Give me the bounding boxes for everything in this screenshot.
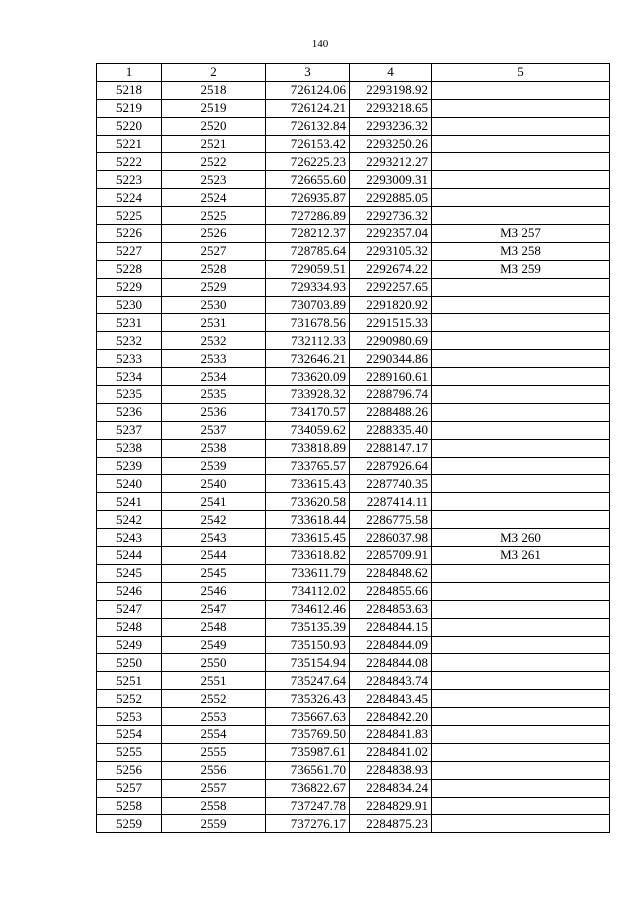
cell-coordinate-y: 2284875.23: [350, 815, 432, 833]
cell-coordinate-x: 733818.89: [266, 439, 350, 457]
cell-coordinate-y: 2290344.86: [350, 350, 432, 368]
cell-coordinate-x: 734059.62: [266, 421, 350, 439]
cell-coordinate-x: 734170.57: [266, 403, 350, 421]
cell-point-id: 5221: [97, 135, 162, 153]
table-row: [97, 672, 610, 690]
cell-point-number: 2534: [162, 368, 266, 386]
table-row: [97, 225, 610, 243]
cell-point-id: 5220: [97, 117, 162, 135]
cell-coordinate-x: 727286.89: [266, 207, 350, 225]
cell-point-id: 5240: [97, 475, 162, 493]
column-header-4: 4: [350, 64, 432, 82]
cell-coordinate-x: 729334.93: [266, 278, 350, 296]
cell-point-id: 5259: [97, 815, 162, 833]
cell-coordinate-y: 2284855.66: [350, 582, 432, 600]
cell-point-number: 2553: [162, 708, 266, 726]
cell-coordinate-x: 733615.45: [266, 529, 350, 547]
cell-point-number: 2522: [162, 153, 266, 171]
cell-note: МЗ 258: [432, 242, 610, 260]
cell-coordinate-x: 731678.56: [266, 314, 350, 332]
table-row: [97, 761, 610, 779]
cell-coordinate-y: 2284838.93: [350, 761, 432, 779]
cell-coordinate-x: 733611.79: [266, 564, 350, 582]
table-row: [97, 457, 610, 475]
cell-point-number: 2530: [162, 296, 266, 314]
cell-note: [432, 81, 610, 99]
cell-point-id: 5218: [97, 81, 162, 99]
cell-point-id: 5226: [97, 225, 162, 243]
table-row: [97, 242, 610, 260]
table-row: [97, 421, 610, 439]
table-row: [97, 493, 610, 511]
cell-coordinate-x: 732646.21: [266, 350, 350, 368]
cell-note: [432, 403, 610, 421]
cell-note: [432, 386, 610, 404]
table-row: [97, 475, 610, 493]
cell-note: [432, 135, 610, 153]
cell-coordinate-x: 733618.44: [266, 511, 350, 529]
cell-point-id: 5253: [97, 708, 162, 726]
cell-coordinate-y: 2293236.32: [350, 117, 432, 135]
table-row: [97, 368, 610, 386]
cell-point-number: 2531: [162, 314, 266, 332]
cell-coordinate-y: 2284834.24: [350, 779, 432, 797]
cell-point-id: 5257: [97, 779, 162, 797]
cell-point-id: 5234: [97, 368, 162, 386]
cell-coordinate-y: 2286775.58: [350, 511, 432, 529]
cell-note: [432, 708, 610, 726]
cell-point-id: 5247: [97, 600, 162, 618]
cell-point-number: 2540: [162, 475, 266, 493]
cell-note: [432, 314, 610, 332]
cell-note: [432, 815, 610, 833]
cell-coordinate-x: 733620.58: [266, 493, 350, 511]
cell-point-number: 2549: [162, 636, 266, 654]
table-row: [97, 117, 610, 135]
cell-coordinate-y: 2293198.92: [350, 81, 432, 99]
cell-note: [432, 797, 610, 815]
table-row: [97, 260, 610, 278]
cell-coordinate-x: 733618.82: [266, 547, 350, 565]
cell-point-number: 2543: [162, 529, 266, 547]
table-row: [97, 439, 610, 457]
cell-coordinate-y: 2293250.26: [350, 135, 432, 153]
table-row: [97, 332, 610, 350]
cell-point-number: 2556: [162, 761, 266, 779]
cell-point-number: 2521: [162, 135, 266, 153]
cell-coordinate-x: 735326.43: [266, 690, 350, 708]
cell-coordinate-x: 732112.33: [266, 332, 350, 350]
cell-coordinate-y: 2292736.32: [350, 207, 432, 225]
cell-point-number: 2547: [162, 600, 266, 618]
cell-point-number: 2544: [162, 547, 266, 565]
cell-point-number: 2532: [162, 332, 266, 350]
cell-point-id: 5250: [97, 654, 162, 672]
cell-point-number: 2548: [162, 618, 266, 636]
cell-note: МЗ 260: [432, 529, 610, 547]
cell-coordinate-y: 2284843.45: [350, 690, 432, 708]
cell-point-id: 5235: [97, 386, 162, 404]
cell-point-id: 5255: [97, 743, 162, 761]
cell-point-id: 5239: [97, 457, 162, 475]
cell-coordinate-y: 2290980.69: [350, 332, 432, 350]
cell-point-id: 5238: [97, 439, 162, 457]
cell-point-id: 5248: [97, 618, 162, 636]
cell-point-id: 5252: [97, 690, 162, 708]
cell-point-number: 2539: [162, 457, 266, 475]
cell-coordinate-x: 735150.93: [266, 636, 350, 654]
cell-coordinate-y: 2284841.83: [350, 725, 432, 743]
cell-point-number: 2533: [162, 350, 266, 368]
table-row: [97, 815, 610, 833]
table-row: [97, 708, 610, 726]
cell-coordinate-y: 2284844.09: [350, 636, 432, 654]
cell-note: [432, 725, 610, 743]
cell-point-number: 2536: [162, 403, 266, 421]
cell-note: МЗ 257: [432, 225, 610, 243]
cell-coordinate-x: 728212.37: [266, 225, 350, 243]
cell-point-number: 2529: [162, 278, 266, 296]
cell-point-id: 5228: [97, 260, 162, 278]
cell-note: [432, 207, 610, 225]
cell-note: [432, 672, 610, 690]
cell-coordinate-x: 737276.17: [266, 815, 350, 833]
cell-coordinate-y: 2292885.05: [350, 189, 432, 207]
cell-note: МЗ 259: [432, 260, 610, 278]
cell-point-number: 2523: [162, 171, 266, 189]
cell-note: [432, 350, 610, 368]
cell-note: [432, 690, 610, 708]
cell-coordinate-y: 2292357.04: [350, 225, 432, 243]
cell-point-number: 2555: [162, 743, 266, 761]
cell-coordinate-y: 2293009.31: [350, 171, 432, 189]
table-row: [97, 403, 610, 421]
cell-point-id: 5224: [97, 189, 162, 207]
cell-coordinate-x: 734612.46: [266, 600, 350, 618]
cell-point-number: 2524: [162, 189, 266, 207]
cell-coordinate-y: 2288796.74: [350, 386, 432, 404]
cell-coordinate-y: 2292674.22: [350, 260, 432, 278]
cell-coordinate-x: 736822.67: [266, 779, 350, 797]
cell-coordinate-y: 2287740.35: [350, 475, 432, 493]
table-row: [97, 207, 610, 225]
cell-point-id: 5232: [97, 332, 162, 350]
cell-point-number: 2527: [162, 242, 266, 260]
table-row: [97, 350, 610, 368]
cell-point-number: 2559: [162, 815, 266, 833]
table-row: [97, 278, 610, 296]
cell-coordinate-x: 734112.02: [266, 582, 350, 600]
cell-coordinate-y: 2287926.64: [350, 457, 432, 475]
table-row: [97, 153, 610, 171]
page-number: 140: [311, 38, 329, 50]
cell-note: [432, 421, 610, 439]
cell-coordinate-y: 2284848.62: [350, 564, 432, 582]
cell-coordinate-y: 2284829.91: [350, 797, 432, 815]
cell-point-id: 5229: [97, 278, 162, 296]
table-row: [97, 189, 610, 207]
cell-note: [432, 743, 610, 761]
table-row: [97, 99, 610, 117]
table-row: [97, 600, 610, 618]
table-row: [97, 618, 610, 636]
cell-coordinate-x: 735135.39: [266, 618, 350, 636]
cell-coordinate-x: 726935.87: [266, 189, 350, 207]
cell-point-number: 2526: [162, 225, 266, 243]
cell-point-id: 5223: [97, 171, 162, 189]
cell-note: [432, 654, 610, 672]
cell-coordinate-x: 733928.32: [266, 386, 350, 404]
table-header-row: [97, 64, 610, 82]
cell-coordinate-x: 729059.51: [266, 260, 350, 278]
cell-note: [432, 600, 610, 618]
cell-coordinate-x: 735667.63: [266, 708, 350, 726]
cell-coordinate-x: 735154.94: [266, 654, 350, 672]
cell-note: [432, 511, 610, 529]
cell-coordinate-x: 737247.78: [266, 797, 350, 815]
cell-point-id: 5245: [97, 564, 162, 582]
cell-point-id: 5249: [97, 636, 162, 654]
cell-point-number: 2520: [162, 117, 266, 135]
cell-note: [432, 332, 610, 350]
cell-point-number: 2552: [162, 690, 266, 708]
cell-point-number: 2545: [162, 564, 266, 582]
table-row: [97, 582, 610, 600]
cell-note: [432, 618, 610, 636]
table-row: [97, 725, 610, 743]
cell-note: [432, 278, 610, 296]
cell-point-number: 2525: [162, 207, 266, 225]
cell-note: [432, 636, 610, 654]
cell-coordinate-y: 2291515.33: [350, 314, 432, 332]
table-row: [97, 511, 610, 529]
table-row: [97, 547, 610, 565]
cell-coordinate-x: 730703.89: [266, 296, 350, 314]
table-row: [97, 636, 610, 654]
cell-point-id: 5251: [97, 672, 162, 690]
cell-point-number: 2551: [162, 672, 266, 690]
cell-point-number: 2546: [162, 582, 266, 600]
cell-coordinate-y: 2288335.40: [350, 421, 432, 439]
cell-note: МЗ 261: [432, 547, 610, 565]
cell-coordinate-y: 2293218.65: [350, 99, 432, 117]
cell-point-number: 2538: [162, 439, 266, 457]
cell-coordinate-y: 2285709.91: [350, 547, 432, 565]
table-row: [97, 171, 610, 189]
cell-point-number: 2537: [162, 421, 266, 439]
cell-coordinate-x: 735987.61: [266, 743, 350, 761]
cell-note: [432, 779, 610, 797]
cell-note: [432, 457, 610, 475]
cell-coordinate-y: 2284842.20: [350, 708, 432, 726]
cell-note: [432, 99, 610, 117]
cell-point-id: 5227: [97, 242, 162, 260]
cell-coordinate-x: 726132.84: [266, 117, 350, 135]
cell-coordinate-x: 733765.57: [266, 457, 350, 475]
cell-note: [432, 153, 610, 171]
cell-point-number: 2541: [162, 493, 266, 511]
cell-coordinate-y: 2289160.61: [350, 368, 432, 386]
cell-coordinate-y: 2292257.65: [350, 278, 432, 296]
cell-coordinate-y: 2291820.92: [350, 296, 432, 314]
cell-coordinate-x: 726124.06: [266, 81, 350, 99]
cell-coordinate-y: 2288488.26: [350, 403, 432, 421]
cell-coordinate-y: 2286037.98: [350, 529, 432, 547]
cell-point-id: 5241: [97, 493, 162, 511]
cell-point-id: 5237: [97, 421, 162, 439]
cell-note: [432, 171, 610, 189]
column-header-1: 1: [97, 64, 162, 82]
table-row: [97, 690, 610, 708]
table-row: [97, 296, 610, 314]
cell-note: [432, 189, 610, 207]
cell-coordinate-y: 2284843.74: [350, 672, 432, 690]
cell-coordinate-y: 2284844.08: [350, 654, 432, 672]
cell-point-id: 5230: [97, 296, 162, 314]
cell-point-id: 5244: [97, 547, 162, 565]
cell-point-id: 5256: [97, 761, 162, 779]
cell-point-number: 2528: [162, 260, 266, 278]
cell-point-id: 5233: [97, 350, 162, 368]
cell-note: [432, 475, 610, 493]
cell-coordinate-x: 736561.70: [266, 761, 350, 779]
column-header-3: 3: [266, 64, 350, 82]
cell-point-id: 5243: [97, 529, 162, 547]
cell-point-id: 5236: [97, 403, 162, 421]
cell-coordinate-y: 2293212.27: [350, 153, 432, 171]
cell-point-id: 5246: [97, 582, 162, 600]
table-row: [97, 386, 610, 404]
cell-point-number: 2519: [162, 99, 266, 117]
cell-coordinate-y: 2293105.32: [350, 242, 432, 260]
cell-point-number: 2554: [162, 725, 266, 743]
column-header-5: 5: [432, 64, 610, 82]
cell-coordinate-x: 726225.23: [266, 153, 350, 171]
cell-coordinate-y: 2288147.17: [350, 439, 432, 457]
table-row: [97, 529, 610, 547]
table-row: [97, 779, 610, 797]
cell-point-id: 5225: [97, 207, 162, 225]
table-row: [97, 564, 610, 582]
cell-point-id: 5231: [97, 314, 162, 332]
table-row: [97, 654, 610, 672]
column-header-2: 2: [162, 64, 266, 82]
table-row: [97, 81, 610, 99]
cell-note: [432, 117, 610, 135]
cell-point-id: 5254: [97, 725, 162, 743]
cell-coordinate-y: 2284844.15: [350, 618, 432, 636]
cell-coordinate-y: 2287414.11: [350, 493, 432, 511]
cell-coordinate-x: 733615.43: [266, 475, 350, 493]
cell-point-number: 2535: [162, 386, 266, 404]
cell-point-number: 2518: [162, 81, 266, 99]
cell-coordinate-x: 735769.50: [266, 725, 350, 743]
cell-point-number: 2542: [162, 511, 266, 529]
table-row: [97, 797, 610, 815]
cell-note: [432, 582, 610, 600]
cell-point-number: 2550: [162, 654, 266, 672]
coordinates-table: [96, 63, 610, 833]
cell-point-id: 5258: [97, 797, 162, 815]
cell-coordinate-x: 735247.64: [266, 672, 350, 690]
cell-note: [432, 439, 610, 457]
table-row: [97, 743, 610, 761]
cell-point-number: 2558: [162, 797, 266, 815]
cell-note: [432, 368, 610, 386]
cell-note: [432, 564, 610, 582]
cell-point-id: 5219: [97, 99, 162, 117]
cell-coordinate-x: 733620.09: [266, 368, 350, 386]
cell-point-number: 2557: [162, 779, 266, 797]
cell-coordinate-x: 726124.21: [266, 99, 350, 117]
table-row: [97, 314, 610, 332]
cell-coordinate-x: 726153.42: [266, 135, 350, 153]
cell-coordinate-x: 726655.60: [266, 171, 350, 189]
cell-coordinate-y: 2284841.02: [350, 743, 432, 761]
cell-point-id: 5242: [97, 511, 162, 529]
cell-note: [432, 493, 610, 511]
table-row: [97, 135, 610, 153]
cell-note: [432, 296, 610, 314]
cell-note: [432, 761, 610, 779]
cell-coordinate-y: 2284853.63: [350, 600, 432, 618]
table-body: [97, 81, 610, 832]
cell-point-id: 5222: [97, 153, 162, 171]
cell-coordinate-x: 728785.64: [266, 242, 350, 260]
